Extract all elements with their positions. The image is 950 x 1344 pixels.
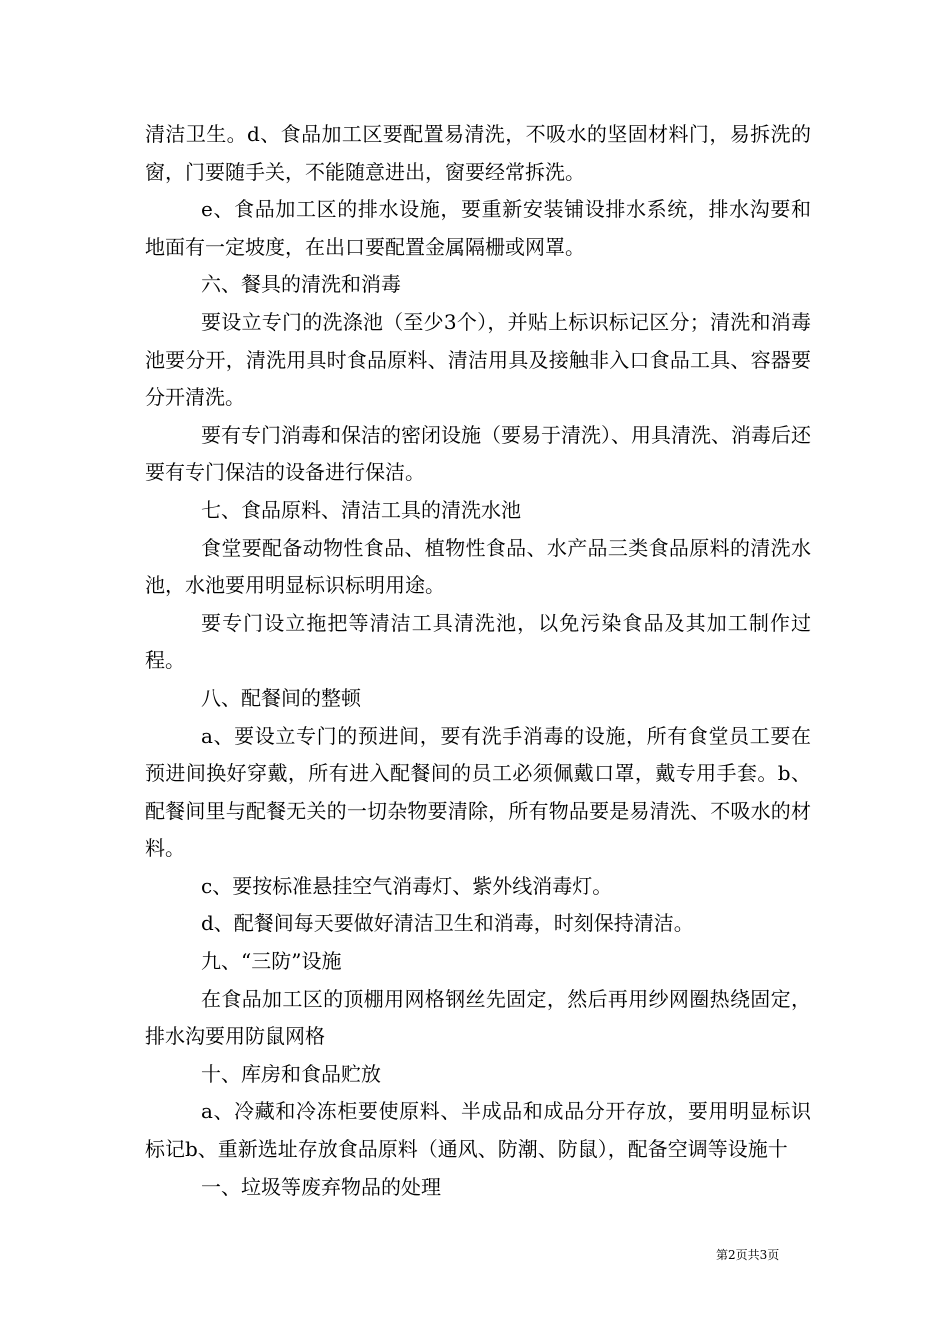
- section-heading: 八、配餐间的整顿: [201, 685, 361, 710]
- paragraph: 要设立专门的洗涤池（至少3个），并贴上标识标记区分；清洗和消毒池要分开，清洗用具时食品原料、清洁用具及接触非入口食品工具、容器要分开清洗。: [145, 309, 811, 410]
- section-heading: 一、垃圾等废弃物品的处理: [201, 1174, 441, 1199]
- section-heading: 七、食品原料、清洁工具的清洗水池: [201, 497, 521, 522]
- document-body: [145, 116, 811, 1206]
- paragraph: 食堂要配备动物性食品、植物性食品、水产品三类食品原料的清洗水池，水池要用明显标识标明用途。: [145, 535, 811, 598]
- paragraph: e、食品加工区的排水设施，要重新安装铺设排水系统，排水沟要和地面有一定坡度，在出口要配置金属隔栅或网罩。: [145, 197, 811, 259]
- section-heading: 六、餐具的清洗和消毒: [201, 272, 401, 297]
- section-heading: 九、“三防”设施: [201, 949, 342, 974]
- section-heading: 十、库房和食品贮放: [201, 1061, 381, 1086]
- paragraph: d、配餐间每天要做好清洁卫生和消毒，时刻保持清洁。: [201, 911, 694, 936]
- paragraph: 要专门设立拖把等清洁工具清洗池，以免污染食品及其加工制作过程。: [145, 610, 811, 673]
- paragraph: 清洁卫生。d、食品加工区要配置易清洗，不吸水的坚固材料门，易拆洗的窗，门要随手关，不能随意进出，窗要经常拆洗。: [145, 122, 811, 184]
- paragraph: c、要按标准悬挂空气消毒灯、紫外线消毒灯。: [201, 873, 613, 898]
- paragraph: 在食品加工区的顶棚用网格钢丝先固定，然后再用纱网圈热绕固定，排水沟要用防鼠网格: [145, 986, 811, 1049]
- paragraph: a、要设立专门的预进间，要有洗手消毒的设施，所有食堂员工要在预进间换好穿戴，所有进入配餐间的员工必须佩戴口罩，戴专用手套。b、配餐间里与配餐无关的一切杂物要清除，所有物品要是易清洗、不吸水的材料。: [145, 723, 811, 861]
- paragraph: a、冷藏和冷冻柜要使原料、半成品和成品分开存放，要用明显标识标记b、重新选址存放食品原料（通风、防潮、防鼠），配备空调等设施十: [145, 1099, 811, 1162]
- page-number-footer: 第2页共3页: [716, 1248, 780, 1262]
- paragraph: 要有专门消毒和保洁的密闭设施（要易于清洗）、用具清洗、消毒后还要有专门保洁的设备进行保洁。: [145, 422, 811, 485]
